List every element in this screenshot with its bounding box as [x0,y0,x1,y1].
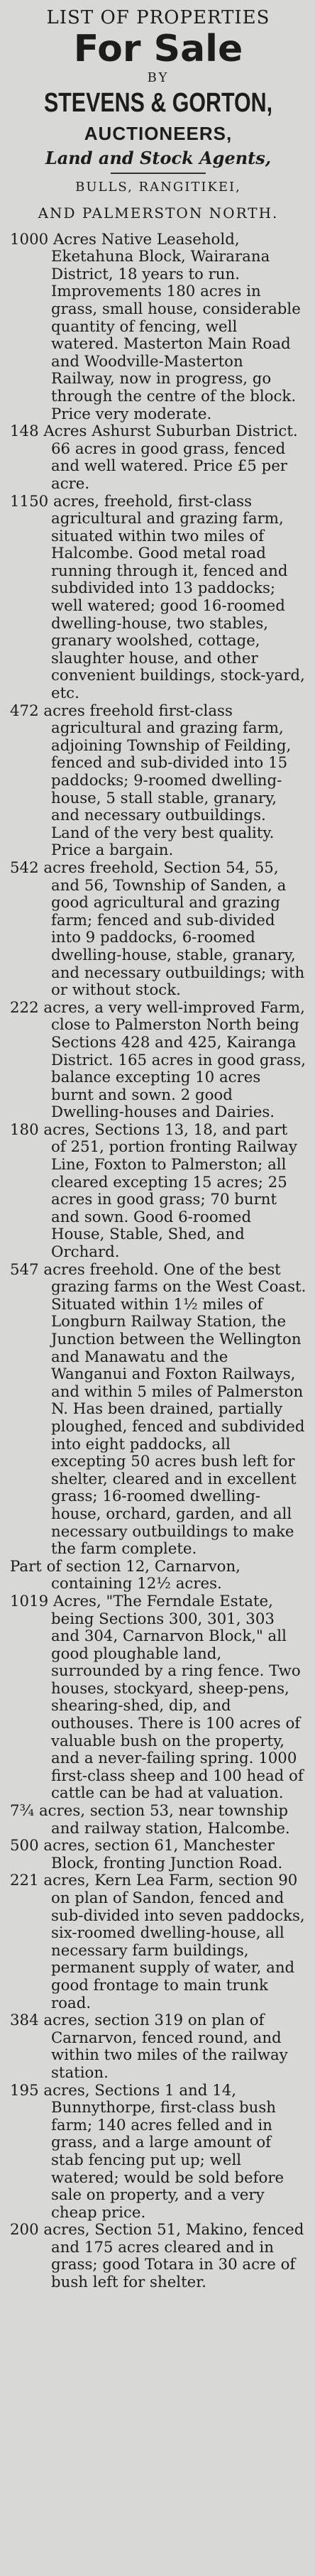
listing-item [10,860,306,1000]
listing-item [10,493,306,703]
listing-item [10,1593,306,1803]
listing-text: Part of section 12, Carnarvon, containing 12½ acres. [10,1557,241,1593]
listing-text: 221 acres, Kern Lea Farm, section 90 on plan of Sandon, fenced and sub-divided into seven paddocks, six-roomed dwelling-house, all necessary farm buildings, permanent supply of water, and good frontage to main trunk road. [10,1872,305,2012]
listing-text: 1019 Acres, "The Ferndale Estate, being Sections 300, 301, 303 and 304, Carnarvon Block," all good ploughable land, surrounded by a ring fence. Two houses, stockyard, sheep-pens, shearing-shed, dip, and outhouses. There is 100 acres of valuable bush on the property, and a never-failing spring. 1000 first-class sheep and 100 head of cattle can be had at valuation. [10,1592,304,1803]
listing-item [10,2012,306,2082]
listing-text: 7¾ acres, section 53, near township and railway station, Halcombe. [10,1802,290,1838]
listing-item [10,1122,306,1262]
location-bulls: BULLS, RANGITIKEI, [75,179,241,195]
listing-text: 384 acres, section 319 on plan of Carnarvon, fenced round, and within two miles of the railway station. [10,2012,288,2082]
listing-text: 542 acres freehold, Section 54, 55, and 56, Township of Sanden, a good agricultural and grazing farm; fenced and sub-divided into 9 paddocks, 6-roomed dwelling-house, stable, granary, and necessary outbuildings; with or without stock. [10,858,305,1000]
location-palmerston: AND PALMERSTON NORTH. [38,204,279,222]
by-label: BY [147,70,170,85]
firm-name: STEVENS & GORTON, [43,87,273,118]
list-title: LIST OF PROPERTIES [46,7,270,28]
ad-header [10,7,306,222]
auctioneers-label: AUCTIONEERS, [84,122,233,144]
listing-text: 1150 acres, freehold, first-class agricultural and grazing farm, situated within two miles of Halcombe. Good metal road running through it, fenced and subdivided into 13 paddocks; well watered; good 16-roomed dwelling-house, two stables, granary woolshed, cottage, slaughter house, and other convenient buildings, stock-yard, etc. [10,492,305,703]
listing-item [10,1838,306,1872]
header-divider [111,173,206,174]
listing-item [10,423,306,493]
listing-text: 195 acres, Sections 1 and 14, Bunnythorpe, first-class bush farm; 140 acres felled and in grass, and a large amount of stab fencing put up; well watered; would be sold before sale on property, and a very cheap price. [10,2081,284,2222]
listing-item [10,1872,306,2012]
listing-text: 1000 Acres Native Leasehold, Eketahuna Block, Wairarana District, 18 years to run. Improvements 180 acres in grass, small house, considerable quantity of fencing, well watered. Masterton Main Road and Woodville-Masterton Railway, now in progress, go through the centre of the block. Price very moderate. [10,230,301,423]
for-sale-heading: For Sale [73,28,243,70]
listing-text: 200 acres, Section 51, Makino, fenced and 175 acres cleared and in grass; good Totara in 30 acre of bush left for shelter. [10,2221,304,2292]
listing-item [10,231,306,424]
listing-text: 500 acres, section 61, Manchester Block, fronting Junction Road. [10,1837,283,1872]
listing-item [10,1000,306,1122]
property-listings [10,231,306,2292]
listing-text: 222 acres, a very well-improved Farm, close to Palmerston North being Sections 428 and 425, Kairanga District. 165 acres in good grass, balance excepting 10 acres burnt and sown. 2 good Dwelling-houses and Dairies. [10,998,306,1122]
listing-item [10,2222,306,2291]
listing-item [10,1803,306,1838]
agents-label: Land and Stock Agents, [45,147,272,168]
listing-item [10,1262,306,1559]
listing-text: 148 Acres Ashurst Suburban District. 66 acres in good grass, fenced and well watered. Price £5 per acre. [10,422,298,493]
listing-item [10,2083,306,2222]
listing-item [10,1559,306,1593]
listing-text: 180 acres, Sections 13, 18, and part of 251, portion fronting Railway Line, Foxton to Palmerston; all cleared excepting 15 acres; 25 acres in good grass; 70 burnt and sown. Good 6-roomed House, Stable, Shed, and Orchard. [10,1120,297,1262]
listing-text: 472 acres freehold first-class agricultural and grazing farm, adjoining Township of Feilding, fenced and sub-divided into 15 paddocks; 9-roomed dwelling-house, 5 stall stable, granary, and necessary outbuildings. Land of the very best quality. Price a bargain. [10,702,292,860]
listing-text: 547 acres freehold. One of the best grazing farms on the West Coast. Situated within 1½ miles of Longburn Railway Station, the Junction between the Wellington and Manawatu and the Wanganui and Foxton Railways, and within 5 miles of Palmerston N. Has been drained, partially ploughed, fenced and subdivided into eight paddocks, all excepting 50 acres bush left for shelter, cleared and in excellent grass; 16-roomed dwelling-house, orchard, garden, and all necessary outbuildings to make the farm complete. [10,1260,306,1559]
listing-item [10,703,306,860]
